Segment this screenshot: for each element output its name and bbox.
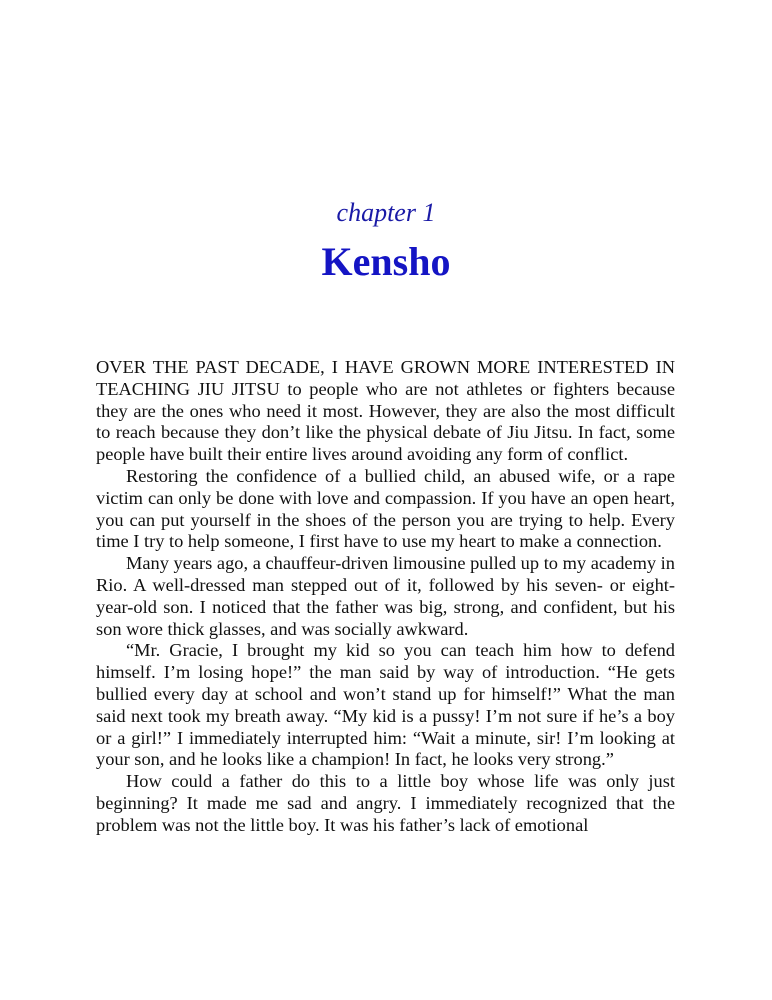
paragraph-1: OVER THE PAST DECADE, I HAVE GROWN MORE INTERESTED IN TEACHING JIU JITSU to people who are not athletes or fighters because they are the ones who need it most. However, they are also the most difficult to reach because they don’t like the physical debate of Jiu Jitsu. In fact, some people have built their entire lives around avoiding any form of conflict. xyxy=(96,357,675,465)
paragraph-3: Many years ago, a chauffeur-driven limousine pulled up to my academy in Rio. A well-dressed man stepped out of it, followed by his seven- or eight-year-old son. I noticed that the father was big, strong, and confident, but his son wore thick glasses, and was socially awkward. xyxy=(96,553,675,639)
chapter-title: Kensho xyxy=(321,239,451,284)
chapter-number: chapter 1 xyxy=(336,198,436,227)
paragraph-5: How could a father do this to a little boy whose life was only just beginning? It made me sad and angry. I immediately recognized that the problem was not the little boy. It was his father’s lack of emotional xyxy=(96,771,675,835)
paragraph-4: “Mr. Gracie, I brought my kid so you can teach him how to defend himself. I’m losing hope!” the man said by way of introduction. “He gets bullied every day at school and won’t stand up for himself!” What the man said next took my breath away. “My kid is a pussy! I’m not sure if he’s a boy or a girl!” I immediately interrupted him: “Wait a minute, sir! I’m looking at your son, and he looks like a champion! In fact, he looks very strong.” xyxy=(96,640,675,770)
paragraph-2: Restoring the confidence of a bullied child, an abused wife, or a rape victim can only be done with love and compassion. If you have an open heart, you can put yourself in the shoes of the person you are trying to help. Every time I try to help someone, I first have to use my heart to make a connection. xyxy=(96,465,675,552)
chapter-body xyxy=(96,357,675,837)
